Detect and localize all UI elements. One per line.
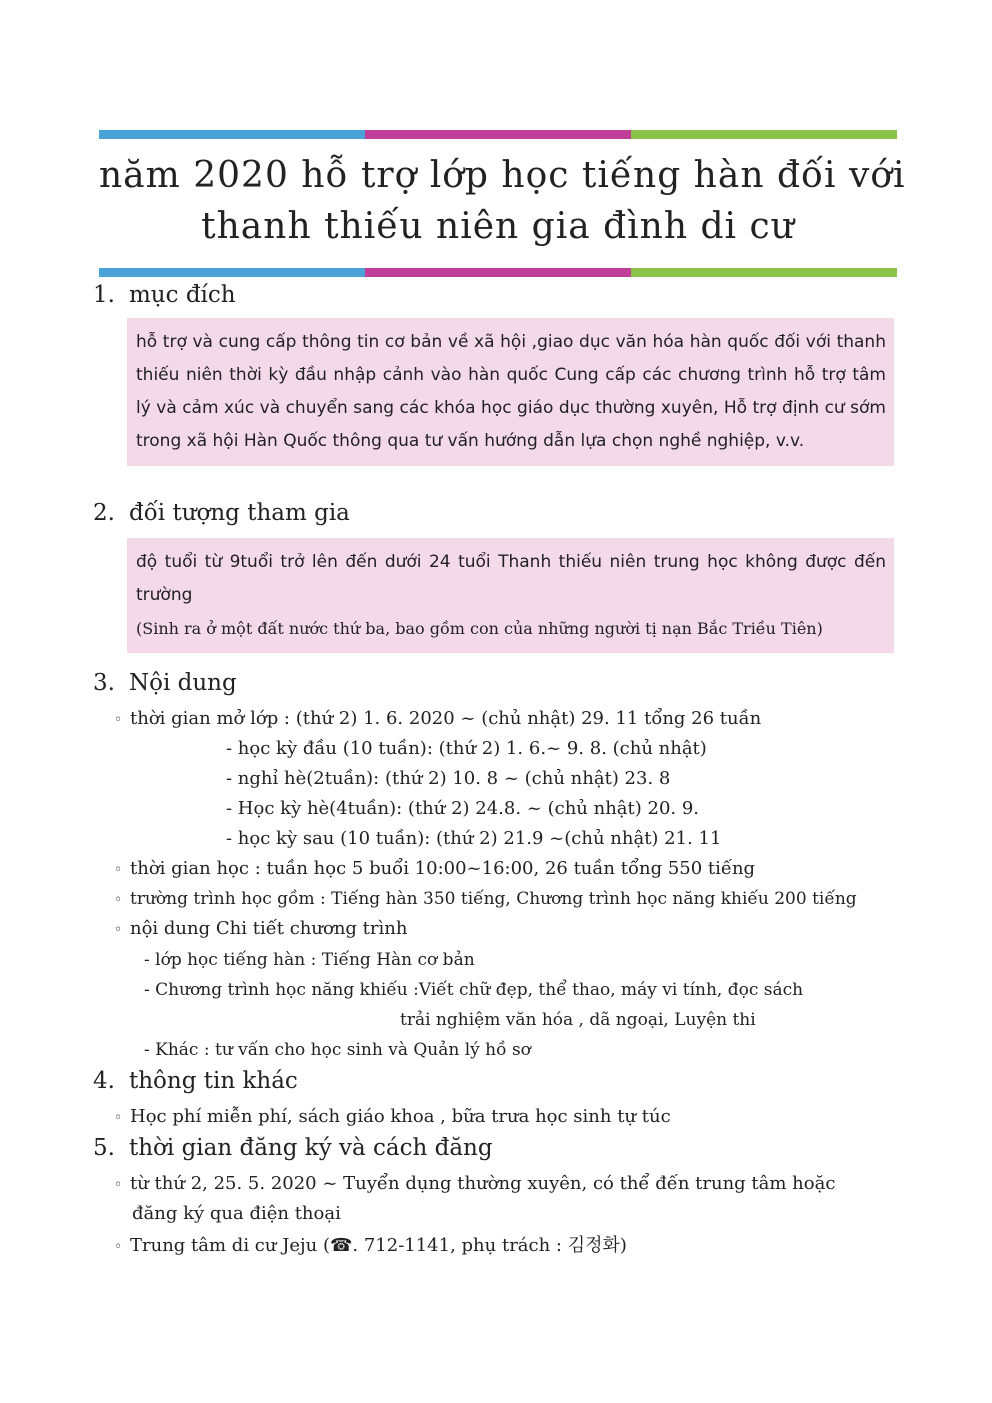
purpose-box [127, 318, 894, 466]
section-title: Nội dung [129, 670, 237, 696]
bullet-icon: ◦ [114, 1110, 123, 1126]
section-number: 4. [93, 1068, 115, 1094]
bullet-icon: ◦ [114, 1239, 123, 1255]
bullet-icon: ◦ [114, 1177, 123, 1193]
title-top-rule [99, 130, 897, 139]
section-number: 2. [93, 500, 115, 526]
detail-heading-item [114, 915, 407, 944]
rule-segment-blue [99, 268, 365, 277]
other-info-item [114, 1103, 671, 1132]
rule-segment-green [631, 130, 897, 139]
detail-talent-line-2: trải nghiệm văn hóa , dã ngoại, Luyện thi [400, 1010, 756, 1030]
section-title: thông tin khác [129, 1068, 298, 1094]
page-title-line-2: thanh thiếu niên gia đình di cư [201, 206, 795, 247]
schedule-item [114, 705, 761, 734]
registration-text-line-1: từ thứ 2, 25. 5. 2020 ~ Tuyển dụng thường xuyên, có thể đến trung tâm hoặc [130, 1173, 836, 1194]
section-number: 1. [93, 282, 115, 308]
participants-text: độ tuổi từ 9tuổi trở lên đến dưới 24 tuổi Thanh thiếu niên trung học không được đến trường [136, 552, 886, 605]
contact-text: Trung tâm di cư Jeju (☎. 712-1141, phụ trách : 김정화) [130, 1235, 627, 1256]
rule-segment-blue [99, 130, 365, 139]
section-1-heading [93, 282, 236, 308]
section-2-heading [93, 500, 350, 526]
detail-heading-text: nội dung Chi tiết chương trình [130, 918, 408, 939]
section-title: mục đích [129, 282, 236, 308]
section-4-heading [93, 1068, 298, 1094]
section-title: đối tượng tham gia [129, 500, 350, 526]
term-4: - học kỳ sau (10 tuần): (thứ 2) 21.9 ~(chủ nhật) 21. 11 [226, 828, 722, 849]
bullet-icon: ◦ [114, 892, 123, 908]
registration-text-line-2: đăng ký qua điện thoại [132, 1203, 341, 1224]
schedule-text: thời gian mở lớp : (thứ 2) 1. 6. 2020 ~ (chủ nhật) 29. 11 tổng 26 tuần [130, 708, 762, 729]
registration-item [114, 1170, 835, 1199]
term-2: - nghỉ hè(2tuần): (thứ 2) 10. 8 ~ (chủ nhật) 23. 8 [226, 768, 671, 789]
participants-box [127, 538, 894, 653]
hours-item [114, 855, 755, 884]
other-info-text: Học phí miễn phí, sách giáo khoa , bữa trưa học sinh tự túc [130, 1106, 671, 1127]
section-title: thời gian đăng ký và cách đăng [129, 1135, 493, 1161]
section-3-heading [93, 670, 237, 696]
section-5-heading [93, 1135, 493, 1161]
rule-segment-magenta [365, 130, 631, 139]
term-3: - Học kỳ hè(4tuần): (thứ 2) 24.8. ~ (chủ nhật) 20. 9. [226, 798, 700, 819]
section-number: 3. [93, 670, 115, 696]
bullet-icon: ◦ [114, 712, 123, 728]
contact-item [114, 1232, 627, 1261]
curriculum-text: trường trình học gồm : Tiếng hàn 350 tiếng, Chương trình học năng khiếu 200 tiếng [130, 889, 857, 909]
rule-segment-green [631, 268, 897, 277]
page-title [99, 150, 906, 252]
purpose-text: hỗ trợ và cung cấp thông tin cơ bản về xã hội ,giao dục văn hóa hàn quốc đối với thanh thiếu niên thời kỳ đầu nhập cảnh vào hàn quốc Cung cấp các chương trình hỗ trợ tâm lý và cảm xúc và chuyển sang các khóa học giáo dục thường xuyên, Hỗ trợ định cư sớm trong xã hội Hàn Quốc thông qua tư vấn hướng dẫn lựa chọn nghề nghiệp, v.v. [136, 332, 886, 451]
page-title-line-1: năm 2020 hỗ trợ lớp học tiếng hàn đối với [99, 155, 906, 196]
participants-note: (Sinh ra ở một đất nước thứ ba, bao gồm con của những người tị nạn Bắc Triều Tiên) [136, 619, 823, 638]
bullet-icon: ◦ [114, 862, 123, 878]
detail-korean: - lớp học tiếng hàn : Tiếng Hàn cơ bản [144, 950, 475, 970]
term-1: - học kỳ đầu (10 tuần): (thứ 2) 1. 6.~ 9. 8. (chủ nhật) [226, 738, 707, 759]
section-number: 5. [93, 1135, 115, 1161]
title-bottom-rule [99, 268, 897, 277]
hours-text: thời gian học : tuần học 5 buổi 10:00~16:00, 26 tuần tổng 550 tiếng [130, 858, 756, 879]
detail-other: - Khác : tư vấn cho học sinh và Quản lý hồ sơ [144, 1040, 531, 1060]
detail-talent-line-1: - Chương trình học năng khiếu :Viết chữ đẹp, thể thao, máy vi tính, đọc sách [144, 980, 804, 1000]
rule-segment-magenta [365, 268, 631, 277]
curriculum-item [114, 885, 857, 914]
bullet-icon: ◦ [114, 922, 123, 938]
